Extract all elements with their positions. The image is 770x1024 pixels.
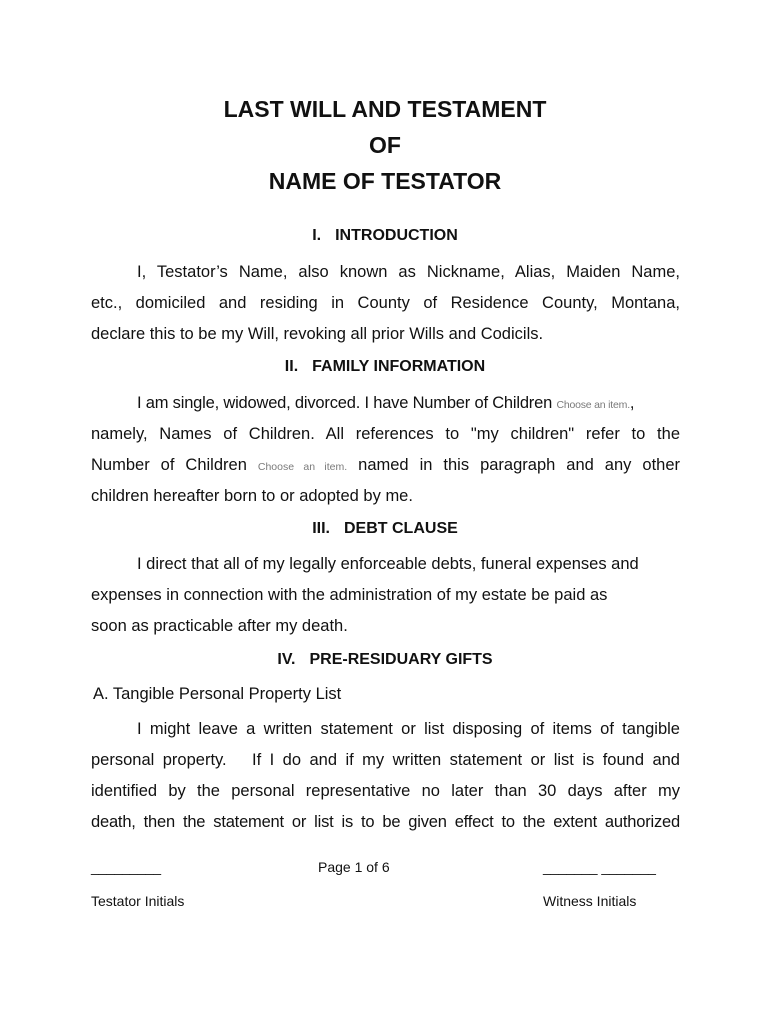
paragraph-line: children hereafter born to or adopted by me. <box>91 487 413 505</box>
children-intro-text: I am single, widowed, divorced. I have Number of Children <box>137 394 553 412</box>
paragraph-line: I direct that all of my legally enforceable debts, funeral expenses and <box>137 555 639 573</box>
section-title: PRE-RESIDUARY GIFTS <box>309 651 493 668</box>
witness-initials-label: Witness Initials <box>543 893 637 909</box>
paragraph-line: Number of Children Choose an item. named in this paragraph and any other <box>91 456 680 474</box>
section-heading-family-information <box>0 358 770 376</box>
paragraph-line: I am single, widowed, divorced. I have Number of Children Choose an item., <box>137 394 635 412</box>
debt-clause-paragraph <box>91 549 691 642</box>
witness-initials-blank: _______ _______ <box>543 859 656 875</box>
document-title <box>0 91 770 199</box>
paragraph-line: soon as practicable after my death. <box>91 617 348 635</box>
title-line-3: NAME OF TESTATOR <box>268 168 502 194</box>
introduction-paragraph <box>91 257 680 350</box>
paragraph-line: personal property. If I do and if my written statement or list is found and <box>91 751 680 769</box>
title-line-2: OF <box>369 132 401 158</box>
paragraph-line: identified by the personal representative no later than 30 days after my <box>91 782 680 800</box>
tangible-property-paragraph <box>91 714 680 838</box>
paragraph-line: declare this to be my Will, revoking all prior Wills and Codicils. <box>91 325 544 343</box>
paragraph-line: I might leave a written statement or list disposing of items of tangible <box>137 720 680 738</box>
paragraph-line: expenses in connection with the administration of my estate be paid as <box>91 586 608 604</box>
testator-initials-blank: _________ <box>91 859 162 875</box>
choose-item-dropdown[interactable]: Choose an item. <box>257 461 348 473</box>
page-number: Page 1 of 6 <box>318 859 390 875</box>
section-title: FAMILY INFORMATION <box>312 358 486 375</box>
section-number: II. <box>284 358 299 375</box>
paragraph-line: death, then the statement or list is to be given effect to the extent authorized <box>91 813 680 831</box>
section-heading-introduction <box>0 227 770 245</box>
choose-item-dropdown[interactable]: Choose an item. <box>556 399 630 411</box>
paragraph-line: etc., domiciled and residing in County of Residence County, Montana, <box>91 294 680 312</box>
section-heading-debt-clause <box>0 520 770 538</box>
subsection-heading: A. Tangible Personal Property List <box>93 685 342 703</box>
section-heading-pre-residuary-gifts <box>0 651 770 669</box>
section-number: IV. <box>277 651 296 668</box>
section-number: III. <box>312 520 330 537</box>
paragraph-line: namely, Names of Children. All references to "my children" refer to the <box>91 425 680 443</box>
testator-initials-label: Testator Initials <box>91 893 185 909</box>
title-line-1: LAST WILL AND TESTAMENT <box>223 96 547 122</box>
paragraph-line: I, Testator’s Name, also known as Nickname, Alias, Maiden Name, <box>137 263 680 281</box>
section-title: INTRODUCTION <box>335 227 458 244</box>
family-information-paragraph <box>91 388 680 512</box>
section-title: DEBT CLAUSE <box>344 520 458 537</box>
section-number: I. <box>312 227 322 244</box>
